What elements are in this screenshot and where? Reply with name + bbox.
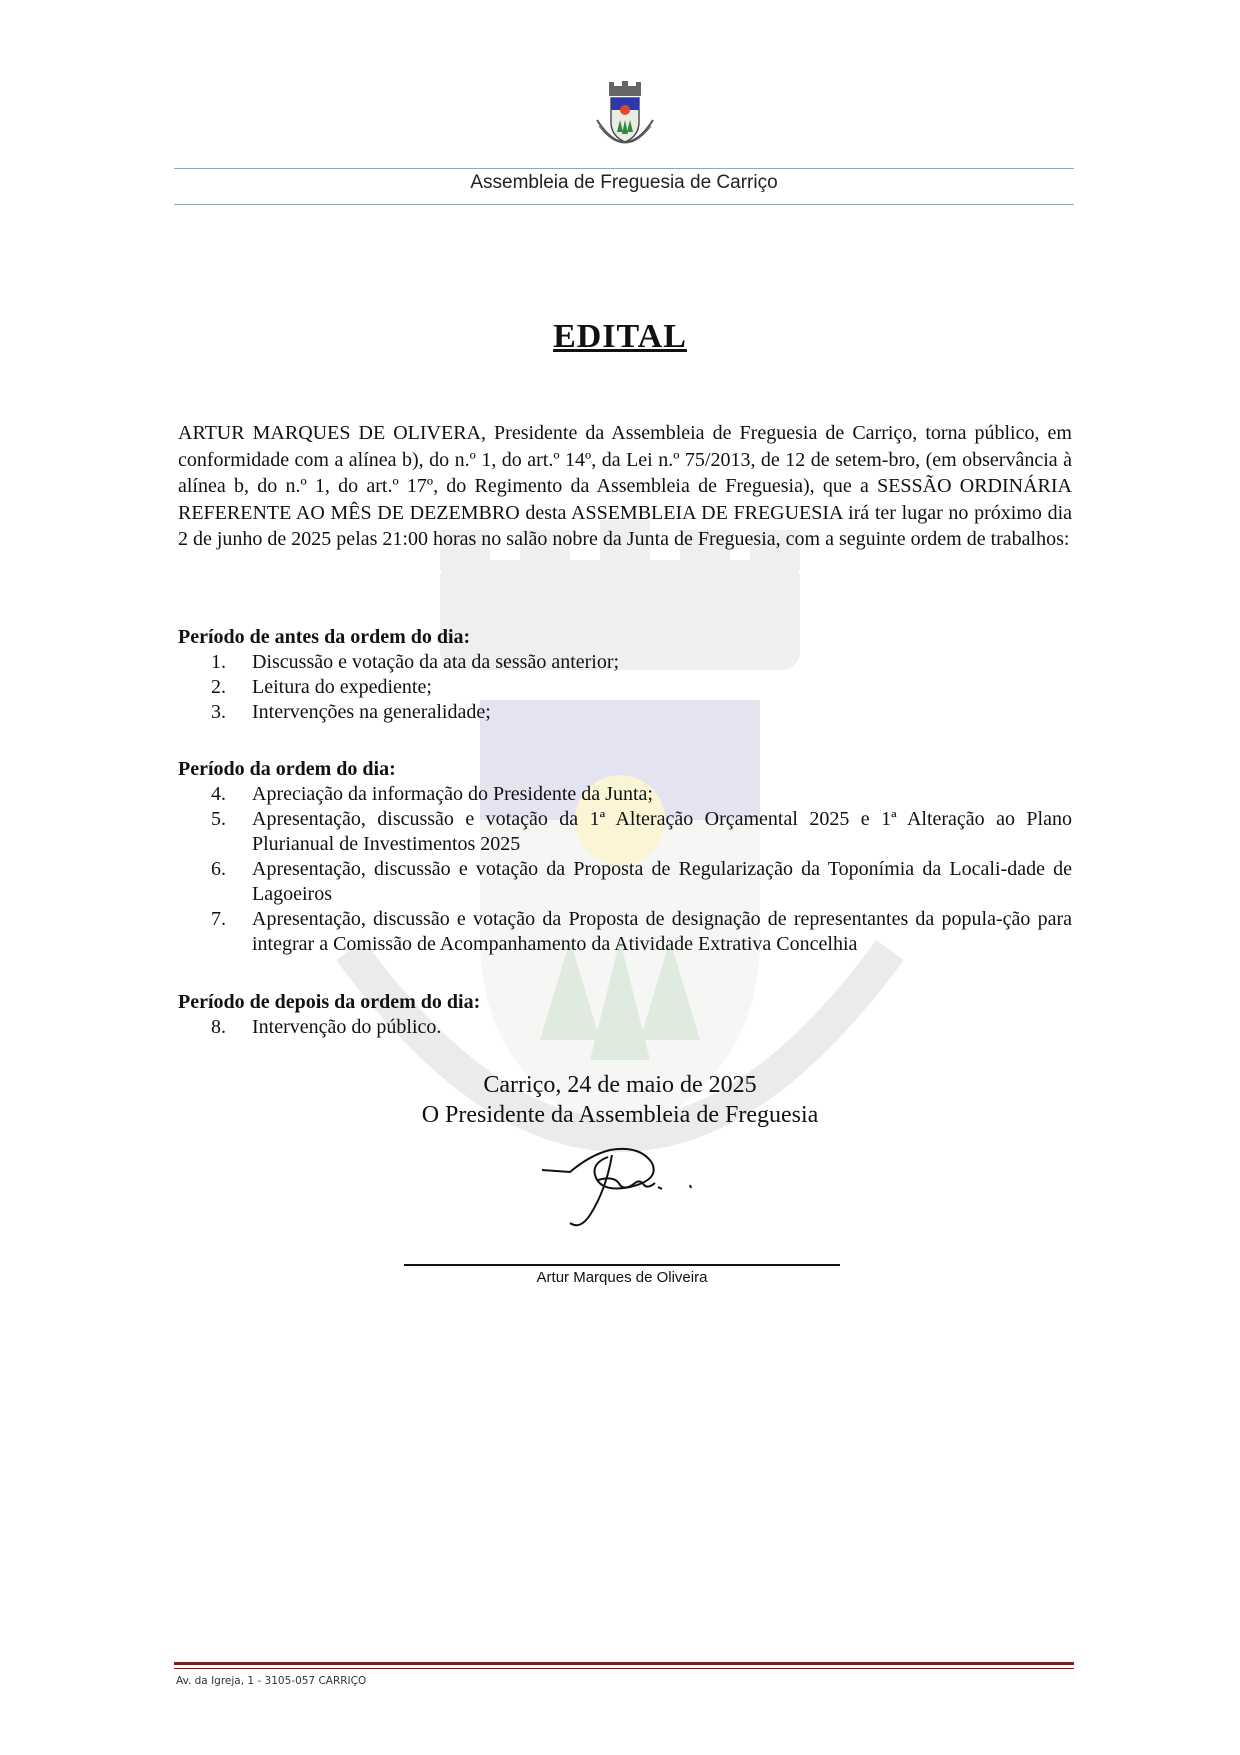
item-text-part: Apresentação, discussão e votação da Proposta de Regularização da Toponímia da Locali [252,858,1001,880]
signer-name: Artur Marques de Oliveira [536,1269,708,1286]
handwritten-signature-icon [540,1145,710,1235]
header-rule-top [174,168,1074,169]
item-number: 5. [211,808,226,830]
list-item [178,782,1072,807]
intro-paragraph: ARTUR MARQUES DE OLIVERA, Presidente da Assembleia de Freguesia de Carriço, torna público, em conformidade com a alínea b), do n.º 1, do art.º 14º, da Lei n.º 75/2013, de 12 de setem-bro, (em observância à alínea b, do n.º 1, do art.º 17º, do Regimento da Assembleia de Freguesia), que a SESSÃO ORDINÁRIA REFERENTE AO MÊS DE DEZEMBRO desta ASSEMBLEIA DE FREGUESIA irá ter lugar no próximo dia 2 de junho de 2025 pelas 21:00 horas no salão nobre da Junta de Freguesia, com a seguinte ordem de trabalhos: [178,422,1073,550]
section-heading: Período de depois da ordem do dia: [178,991,481,1013]
item-text: Discussão e votação da ata da sessão anterior; [252,651,620,673]
item-text: Apresentação, discussão e votação da Proposta de Regularização da Toponímia da Locali-dade de Lagoeiros [252,858,1072,905]
item-text-part: dade de Lagoeiros [252,858,1072,905]
item-text: Intervenções na generalidade; [252,701,491,723]
item-text-part: Apresentação, discussão e votação da Proposta de designação de representantes da popula [252,908,996,930]
intro-part: bro, (em observância à alínea b, do n.º 1, do art.º 17º, do Regimento da Assembleia de Freguesia), que a SESSÃO ORDINÁRIA REFERENTE AO MÊS DE DEZEMBRO desta ASSEMBLEIA DE FREGUESIA irá ter lugar no próximo dia 2 de junho de 2025 pelas 21:00 horas no salão nobre da Junta de Freguesia, com a seguinte ordem de trabalhos: [178,448,1073,550]
item-number: 1. [211,651,226,673]
item-text: Apresentação, discussão e votação da 1ª Alteração Orçamental 2025 e 1ª Alteração ao Plano Plurianual de Investimentos 2025 [252,808,1072,855]
section-before-agenda [178,625,1072,725]
section-heading: Período de antes da ordem do dia: [178,626,471,648]
section-agenda [178,757,1072,957]
parish-crest-icon [587,80,663,156]
item-number: 6. [211,858,226,880]
item-number: 7. [211,908,226,930]
item-number: 4. [211,783,226,805]
footer-address: Av. da Igreja, 1 - 3105-057 CARRIÇO [176,1675,367,1687]
section-after-agenda [178,990,1072,1040]
item-text: Apresentação, discussão e votação da Proposta de designação de representantes da popula-ção para integrar a Comissão de Acompanhamento da Atividade Extrativa Concelhia [252,908,1072,955]
document-title: EDITAL [553,318,687,355]
intro-part: ARTUR MARQUES DE OLIVERA, Presidente da Assembleia de Freguesia de Carriço, torna público, em conformidade com a alínea b), do n.º 1, do art.º 14º, da Lei n.º 75/2013, de 12 de setem [178,422,1072,471]
item-text-part: ção para integrar a Comissão de Acompanhamento da Atividade Extrativa Concelhia [252,908,1072,955]
list-item [178,650,1072,675]
place-date: Carriço, 24 de maio de 2025 [483,1072,757,1098]
item-text: Apreciação da informação do Presidente da Junta; [252,783,653,805]
item-number: 3. [211,701,226,723]
section-heading: Período da ordem do dia: [178,758,396,780]
item-text: Leitura do expediente; [252,676,432,698]
item-number: 8. [211,1016,226,1038]
list-item [178,1015,1072,1040]
closing-block [0,1070,1240,1130]
footer-rule-thin [174,1668,1074,1669]
list-item [178,857,1072,907]
signature-line [404,1264,840,1266]
header-rule-bottom [174,204,1074,205]
item-text: Intervenção do público. [252,1016,442,1038]
footer-rule [174,1662,1074,1665]
header-title: Assembleia de Freguesia de Carriço [470,172,778,193]
item-number: 2. [211,676,226,698]
list-item [178,907,1072,957]
list-item [178,807,1072,857]
list-item [178,675,1072,700]
signer-role: O Presidente da Assembleia de Freguesia [421,1102,819,1128]
list-item [178,700,1072,725]
